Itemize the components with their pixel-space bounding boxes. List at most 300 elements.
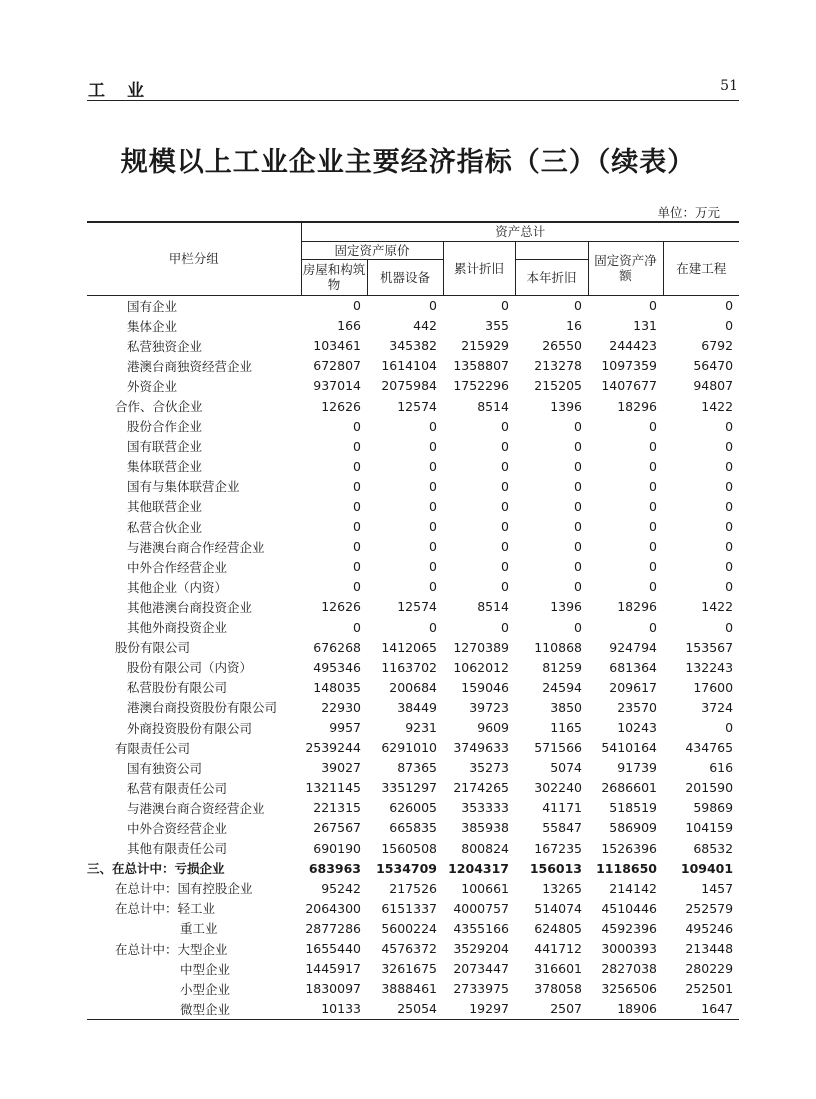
- row-label: 中外合作经营企业: [127, 559, 228, 575]
- cell-value: 4592396: [601, 920, 657, 936]
- cell-value: 616: [709, 760, 734, 776]
- cell-value: 1118650: [596, 860, 657, 876]
- cell-value: 19297: [443, 999, 515, 1020]
- cell-value: 100661: [461, 880, 509, 896]
- cell-value: 665835: [389, 820, 437, 836]
- cell-value: 1445917: [305, 961, 361, 977]
- cell-value: 12626: [321, 599, 361, 615]
- cell-value: 353333: [461, 800, 509, 816]
- cell-value: 4355166: [453, 920, 509, 936]
- cell-value: 3888461: [381, 981, 437, 997]
- cell-value: 2877286: [305, 920, 361, 936]
- table-row: [87, 758, 739, 778]
- cell-value: 0: [501, 298, 509, 314]
- cell-value: 5600224: [381, 920, 437, 936]
- row-label: 其他外商投资企业: [127, 620, 228, 636]
- cell-value: 1422: [701, 599, 734, 615]
- cell-value: 0: [574, 579, 582, 595]
- cell-value: 267567: [313, 820, 361, 836]
- row-label: 国有联营企业: [127, 439, 203, 455]
- cell-value: 39027: [321, 760, 361, 776]
- cell-value: 0: [501, 539, 509, 555]
- cell-value: 0: [725, 458, 734, 474]
- cell-value: 586909: [609, 820, 657, 836]
- cell-value: 3351297: [381, 780, 437, 796]
- header-rule: [87, 100, 739, 101]
- cell-value: 18296: [617, 398, 657, 414]
- section-header: 工业: [88, 81, 166, 101]
- cell-value: 17600: [693, 679, 734, 695]
- cell-value: 4510446: [601, 900, 657, 916]
- cell-value: 167235: [534, 840, 582, 856]
- cell-value: 12574: [397, 599, 437, 615]
- cell-value: 0: [501, 519, 509, 535]
- cell-value: 1396: [550, 599, 582, 615]
- cell-value: 159046: [461, 679, 509, 695]
- cell-value: 0: [649, 478, 657, 494]
- cell-value: 800824: [461, 840, 509, 856]
- table-row: [87, 537, 739, 557]
- cell-value: 1655440: [305, 941, 361, 957]
- cell-value: 378058: [534, 981, 582, 997]
- page-number: 51: [720, 78, 738, 94]
- cell-value: 0: [649, 298, 657, 314]
- cell-value: 0: [574, 619, 582, 635]
- cell-value: 624805: [534, 920, 582, 936]
- row-label: 三、在总计中：亏损企业: [87, 861, 225, 877]
- cell-value: 2507: [515, 999, 588, 1020]
- row-label: 股份合作企业: [127, 419, 203, 435]
- cell-value: 91739: [617, 760, 657, 776]
- cell-value: 1560508: [381, 840, 437, 856]
- cell-value: 23570: [617, 699, 657, 715]
- cell-value: 0: [725, 298, 734, 314]
- row-label: 与港澳台商合资经营企业: [127, 800, 265, 816]
- cell-value: 316601: [534, 961, 582, 977]
- cell-value: 0: [725, 318, 734, 334]
- cell-value: 442: [413, 318, 437, 334]
- cell-value: 0: [649, 579, 657, 595]
- cell-value: 0: [429, 498, 437, 514]
- cell-value: 18296: [617, 599, 657, 615]
- cell-value: 6792: [701, 338, 734, 354]
- cell-value: 434765: [685, 740, 734, 756]
- cell-value: 1097359: [601, 358, 657, 374]
- table-row: [87, 436, 739, 456]
- cell-value: 0: [353, 579, 361, 595]
- cell-value: 9609: [477, 720, 509, 736]
- cell-value: 59869: [693, 800, 734, 816]
- cell-value: 0: [725, 579, 734, 595]
- cell-value: 495246: [685, 920, 734, 936]
- table-row: [87, 517, 739, 537]
- cell-value: 0: [725, 478, 734, 494]
- cell-value: 0: [501, 458, 509, 474]
- total-assets-header: 资产总计: [301, 222, 739, 241]
- row-label: 小型企业: [180, 981, 231, 997]
- row-label: 集体企业: [127, 318, 178, 334]
- cell-value: 0: [429, 619, 437, 635]
- cell-value: 2686601: [601, 780, 657, 796]
- cell-value: 385938: [461, 820, 509, 836]
- cell-value: 924794: [609, 639, 657, 655]
- cell-value: 0: [649, 539, 657, 555]
- cell-value: 571566: [534, 740, 582, 756]
- table-row: [87, 818, 739, 838]
- cell-value: 6291010: [381, 740, 437, 756]
- row-label: 私营合伙企业: [127, 519, 203, 535]
- cell-value: 0: [649, 458, 657, 474]
- row-label: 国有企业: [127, 298, 178, 314]
- cell-value: 2075984: [381, 378, 437, 394]
- cell-value: 0: [574, 498, 582, 514]
- cell-value: 4576372: [381, 941, 437, 957]
- table-row: [87, 717, 739, 737]
- cell-value: 1422: [701, 398, 734, 414]
- current-depr-header: 本年折旧: [515, 259, 588, 295]
- cell-value: 22930: [321, 699, 361, 715]
- row-label: 外商投资股份有限公司: [127, 720, 253, 736]
- cell-value: 215929: [461, 338, 509, 354]
- cell-value: 0: [429, 559, 437, 575]
- row-label: 其他港澳台商投资企业: [127, 599, 253, 615]
- cell-value: 0: [353, 458, 361, 474]
- row-label: 有限责任公司: [115, 740, 191, 756]
- cell-value: 355: [485, 318, 509, 334]
- cell-value: 0: [353, 418, 361, 434]
- cell-value: 3529204: [453, 941, 509, 957]
- cell-value: 0: [574, 418, 582, 434]
- cell-value: 10243: [617, 720, 657, 736]
- cell-value: 0: [574, 519, 582, 535]
- table-row: [87, 396, 739, 416]
- cell-value: 252579: [685, 900, 734, 916]
- row-label: 在总计中：国有控股企业: [115, 881, 253, 897]
- cell-value: 110868: [534, 639, 582, 655]
- table-row: [87, 476, 739, 496]
- cell-value: 3256506: [601, 981, 657, 997]
- cell-value: 87365: [397, 760, 437, 776]
- row-label: 私营股份有限公司: [127, 680, 228, 696]
- cell-value: 0: [725, 539, 734, 555]
- cell-value: 95242: [321, 880, 361, 896]
- cell-value: 132243: [685, 659, 734, 675]
- cell-value: 0: [429, 418, 437, 434]
- table-row: [87, 416, 739, 436]
- table-row: [87, 898, 739, 918]
- table-row: [87, 496, 739, 516]
- table-row: [87, 697, 739, 717]
- cell-value: 0: [429, 519, 437, 535]
- cell-value: 0: [649, 418, 657, 434]
- cell-value: 201590: [685, 780, 734, 796]
- cell-value: 0: [353, 619, 361, 635]
- cell-value: 213448: [685, 941, 734, 957]
- cell-value: 104159: [685, 820, 734, 836]
- cell-value: 514074: [534, 900, 582, 916]
- cell-value: 1457: [701, 880, 734, 896]
- cell-value: 0: [353, 559, 361, 575]
- table-row: [87, 456, 739, 476]
- table-row: [87, 597, 739, 617]
- cell-value: 0: [649, 559, 657, 575]
- cell-value: 209617: [609, 679, 657, 695]
- cell-value: 10133: [301, 999, 367, 1020]
- cell-value: 12626: [321, 398, 361, 414]
- cell-value: 0: [725, 519, 734, 535]
- cell-value: 495346: [313, 659, 361, 675]
- table-row: [87, 738, 739, 758]
- cell-value: 690190: [313, 840, 361, 856]
- cell-value: 0: [501, 619, 509, 635]
- cell-value: 213278: [534, 358, 582, 374]
- cell-value: 5410164: [601, 740, 657, 756]
- row-label: 重工业: [180, 921, 218, 937]
- cell-value: 215205: [534, 378, 582, 394]
- cell-value: 280229: [685, 961, 734, 977]
- cell-value: 5074: [550, 760, 582, 776]
- fixed-original-header: 固定资产原价: [301, 241, 443, 259]
- cell-value: 672807: [313, 358, 361, 374]
- construction-header: 在建工程: [663, 241, 739, 295]
- table-row: [87, 959, 739, 979]
- cell-value: 109401: [680, 860, 734, 876]
- cell-value: 345382: [389, 338, 437, 354]
- row-label: 中型企业: [180, 961, 231, 977]
- cell-value: 0: [574, 559, 582, 575]
- cell-value: 1204317: [448, 860, 509, 876]
- cell-value: 2174265: [453, 780, 509, 796]
- cell-value: 1752296: [453, 378, 509, 394]
- cell-value: 2733975: [453, 981, 509, 997]
- cell-value: 103461: [313, 338, 361, 354]
- row-label: 私营独资企业: [127, 338, 203, 354]
- cell-value: 35273: [469, 760, 509, 776]
- cell-value: 217526: [389, 880, 437, 896]
- cell-value: 0: [725, 498, 734, 514]
- cell-value: 131: [633, 318, 657, 334]
- cell-value: 3749633: [453, 740, 509, 756]
- page-title: 规模以上工业企业主要经济指标（三）（续表）: [120, 147, 696, 178]
- cell-value: 13265: [542, 880, 582, 896]
- row-label: 合作、合伙企业: [115, 399, 203, 415]
- cell-value: 38449: [397, 699, 437, 715]
- cell-value: 2064300: [305, 900, 361, 916]
- cell-value: 0: [501, 438, 509, 454]
- cell-value: 3000393: [601, 941, 657, 957]
- cell-value: 0: [501, 478, 509, 494]
- cell-value: 1163702: [381, 659, 437, 675]
- table-row: [87, 677, 739, 697]
- cell-value: 9231: [405, 720, 437, 736]
- cell-value: 0: [725, 619, 734, 635]
- cell-value: 1830097: [305, 981, 361, 997]
- table-row: [87, 295, 739, 316]
- row-label: 国有与集体联营企业: [127, 479, 240, 495]
- cell-value: 0: [353, 478, 361, 494]
- row-label: 港澳台商独资经营企业: [127, 358, 253, 374]
- cell-value: 0: [429, 579, 437, 595]
- cell-value: 0: [574, 539, 582, 555]
- table-row: [87, 999, 739, 1020]
- cell-value: 0: [353, 298, 361, 314]
- cell-value: 676268: [313, 639, 361, 655]
- cell-value: 0: [574, 478, 582, 494]
- cell-value: 12574: [397, 398, 437, 414]
- cell-value: 0: [725, 720, 734, 736]
- cell-value: 1407677: [601, 378, 657, 394]
- cell-value: 9957: [329, 720, 361, 736]
- row-label: 集体联营企业: [127, 459, 203, 475]
- row-label: 股份有限公司（内资）: [127, 660, 253, 676]
- cell-value: 1270389: [453, 639, 509, 655]
- table-row: [87, 778, 739, 798]
- table-row: [87, 838, 739, 858]
- row-label: 微型企业: [87, 999, 301, 1020]
- table-row: [87, 557, 739, 577]
- group-col-header: 甲栏分组: [87, 222, 301, 295]
- cell-value: 4000757: [453, 900, 509, 916]
- buildings-header: 房屋和构筑物: [301, 259, 367, 295]
- cell-value: 0: [649, 519, 657, 535]
- cell-value: 1412065: [381, 639, 437, 655]
- cell-value: 156013: [529, 860, 582, 876]
- table-row: [87, 858, 739, 878]
- row-label: 在总计中：大型企业: [115, 941, 228, 957]
- table-row: [87, 617, 739, 637]
- row-label: 其他企业（内资）: [127, 579, 228, 595]
- indicator-table: [87, 221, 739, 1020]
- row-label: 与港澳台商合作经营企业: [127, 539, 265, 555]
- cell-value: 0: [429, 478, 437, 494]
- row-label: 在总计中：轻工业: [115, 901, 216, 917]
- cell-value: 0: [501, 559, 509, 575]
- table-row: [87, 878, 739, 898]
- machinery-header: 机器设备: [367, 259, 443, 295]
- cell-value: 1165: [550, 720, 582, 736]
- cell-value: 221315: [313, 800, 361, 816]
- cell-value: 2073447: [453, 961, 509, 977]
- cell-value: 0: [429, 539, 437, 555]
- cell-value: 0: [574, 458, 582, 474]
- cell-value: 0: [649, 619, 657, 635]
- cell-value: 0: [429, 298, 437, 314]
- cell-value: 56470: [693, 358, 734, 374]
- cell-value: 0: [429, 458, 437, 474]
- table-row: [87, 637, 739, 657]
- table-row: [87, 336, 739, 356]
- table-row: [87, 939, 739, 959]
- cell-value: 0: [429, 438, 437, 454]
- cell-value: 1321145: [305, 780, 361, 796]
- table-row: [87, 376, 739, 396]
- cell-value: 39723: [469, 699, 509, 715]
- cell-value: 26550: [542, 338, 582, 354]
- cell-value: 0: [574, 438, 582, 454]
- cell-value: 0: [353, 539, 361, 555]
- cell-value: 252501: [685, 981, 734, 997]
- cell-value: 2827038: [601, 961, 657, 977]
- cell-value: 214142: [609, 880, 657, 896]
- cell-value: 153567: [685, 639, 734, 655]
- table-row: [87, 798, 739, 818]
- row-label: 股份有限公司: [115, 640, 191, 656]
- cell-value: 0: [725, 418, 734, 434]
- row-label: 私营有限责任公司: [127, 780, 228, 796]
- table-row: [87, 577, 739, 597]
- table-body: [87, 295, 739, 1019]
- cell-value: 3261675: [381, 961, 437, 977]
- cell-value: 937014: [313, 378, 361, 394]
- cell-value: 0: [725, 559, 734, 575]
- cell-value: 0: [501, 418, 509, 434]
- fixed-net-header: 固定资产净额: [588, 241, 663, 295]
- cell-value: 41171: [542, 800, 582, 816]
- cell-value: 681364: [609, 659, 657, 675]
- row-label: 其他联营企业: [127, 499, 203, 515]
- cell-value: 148035: [313, 679, 361, 695]
- table-row: [87, 979, 739, 999]
- row-label: 外资企业: [127, 378, 178, 394]
- row-label: 港澳台商投资股份有限公司: [127, 700, 278, 716]
- cell-value: 244423: [609, 338, 657, 354]
- accum-depr-header: 累计折旧: [443, 241, 515, 295]
- cell-value: 0: [649, 438, 657, 454]
- cell-value: 94807: [693, 378, 734, 394]
- cell-value: 200684: [389, 679, 437, 695]
- row-label: 国有独资公司: [127, 760, 203, 776]
- cell-value: 25054: [367, 999, 443, 1020]
- cell-value: 518519: [609, 800, 657, 816]
- row-label: 中外合资经营企业: [127, 820, 228, 836]
- cell-value: 1534709: [376, 860, 437, 876]
- cell-value: 0: [574, 298, 582, 314]
- cell-value: 626005: [389, 800, 437, 816]
- cell-value: 0: [353, 438, 361, 454]
- cell-value: 0: [649, 498, 657, 514]
- cell-value: 302240: [534, 780, 582, 796]
- cell-value: 68532: [693, 840, 734, 856]
- cell-value: 1358807: [453, 358, 509, 374]
- cell-value: 0: [353, 498, 361, 514]
- cell-value: 81259: [542, 659, 582, 675]
- cell-value: 1062012: [453, 659, 509, 675]
- table-row: [87, 316, 739, 336]
- table-row: [87, 657, 739, 677]
- cell-value: 2539244: [305, 740, 361, 756]
- current-depr-spacer: [515, 241, 588, 259]
- table-row: [87, 356, 739, 376]
- table-row: [87, 918, 739, 938]
- cell-value: 1526396: [601, 840, 657, 856]
- cell-value: 6151337: [381, 900, 437, 916]
- unit-label: 单位：万元: [657, 205, 720, 220]
- cell-value: 0: [353, 519, 361, 535]
- cell-value: 55847: [542, 820, 582, 836]
- cell-value: 1647: [663, 999, 739, 1020]
- cell-value: 24594: [542, 679, 582, 695]
- cell-value: 18906: [588, 999, 663, 1020]
- cell-value: 0: [501, 579, 509, 595]
- cell-value: 441712: [534, 941, 582, 957]
- cell-value: 1614104: [381, 358, 437, 374]
- cell-value: 8514: [477, 599, 509, 615]
- row-label: 其他有限责任公司: [127, 841, 228, 857]
- cell-value: 166: [337, 318, 361, 334]
- cell-value: 16: [566, 318, 582, 334]
- cell-value: 683963: [308, 860, 361, 876]
- cell-value: 3850: [550, 699, 582, 715]
